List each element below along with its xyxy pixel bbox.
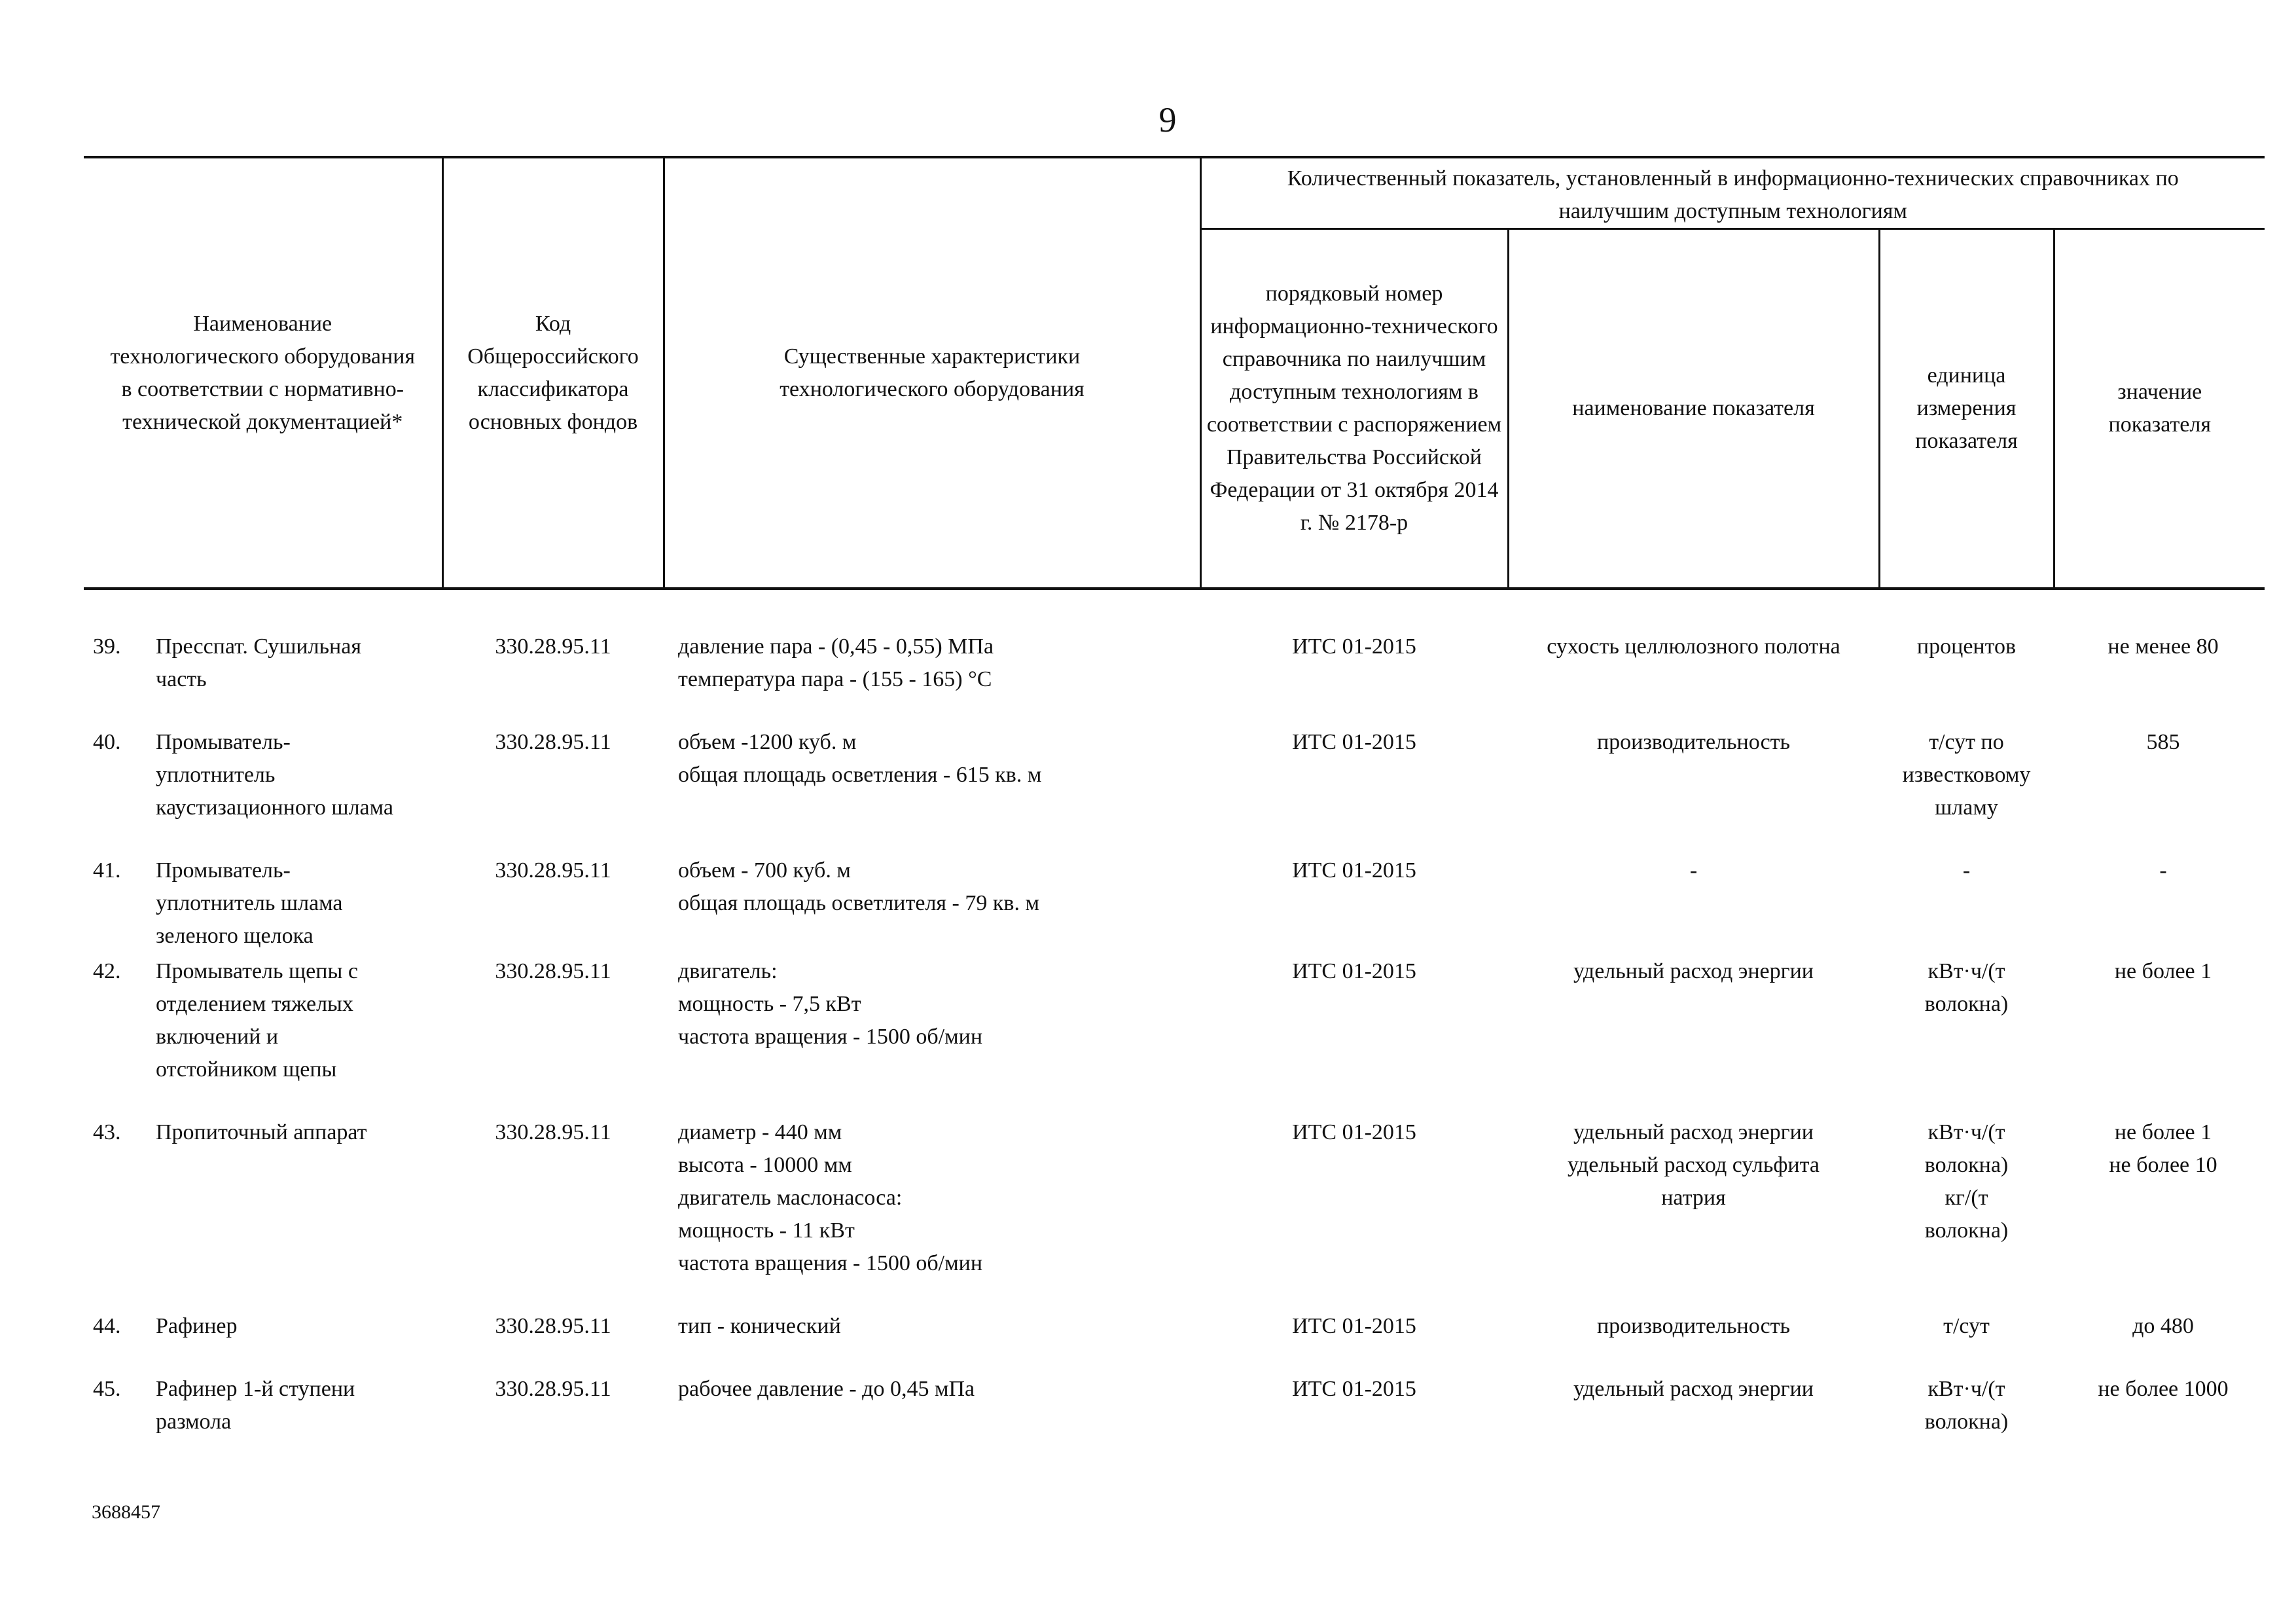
indicator-unit-line: - xyxy=(1962,858,1971,883)
equipment-name xyxy=(156,1116,367,1149)
equipment-name xyxy=(156,1373,355,1438)
indicator-unit-line: кВт·ч/(т xyxy=(1928,1120,2005,1144)
indicator-name-line: производительность xyxy=(1596,730,1791,754)
row-number: 39. xyxy=(93,634,121,659)
its-number: ИТС 01-2015 xyxy=(1292,1377,1416,1401)
indicator-unit-line: волокна) xyxy=(1924,1410,2009,1434)
equipment-name xyxy=(156,1310,238,1343)
indicator-unit xyxy=(1879,726,2054,824)
indicator-unit xyxy=(1879,1373,2054,1438)
header-value: значение показателя xyxy=(2054,229,2265,589)
characteristics-line: диаметр - 440 мм xyxy=(678,1120,842,1144)
equipment-name-line: Промыватель щепы с xyxy=(156,959,358,983)
equipment-name-line: каустизационного шлама xyxy=(156,795,394,820)
indicator-name xyxy=(1508,955,1879,1086)
characteristics xyxy=(664,955,1200,1086)
equipment-name-line: размола xyxy=(156,1410,232,1434)
equipment-name-line: Промыватель- xyxy=(156,730,291,754)
row-number: 40. xyxy=(93,730,121,754)
equipment-name xyxy=(156,955,358,1086)
equipment-name-line: Пропиточный аппарат xyxy=(156,1120,367,1144)
header-unit: единица измерения показателя xyxy=(1879,229,2054,589)
its-number: ИТС 01-2015 xyxy=(1292,1314,1416,1338)
indicator-value xyxy=(2054,1373,2265,1438)
indicator-value xyxy=(2054,1116,2265,1280)
header-quantitative-indicator: Количественный показатель, установленный в информационно-технических справочниках по наилучшим доступным технологиям xyxy=(1200,157,2265,229)
table-row xyxy=(84,1310,2265,1343)
indicator-value xyxy=(2054,955,2265,1086)
indicator-name-line: сухость целлюлозного полотна xyxy=(1547,634,1840,659)
characteristics-line: высота - 10000 мм xyxy=(678,1153,852,1177)
row-number: 42. xyxy=(93,959,121,983)
row-number: 43. xyxy=(93,1120,121,1144)
equipment-table xyxy=(84,156,2265,1438)
page-number: 9 xyxy=(1158,100,1177,139)
header-indicator-name: наименование показателя xyxy=(1508,229,1879,589)
its-number: ИТС 01-2015 xyxy=(1292,1120,1416,1144)
indicator-value xyxy=(2054,854,2265,953)
okof-code: 330.28.95.11 xyxy=(495,1120,611,1144)
indicator-value xyxy=(2054,1310,2265,1343)
equipment-name-line: Пресспат. Сушильная xyxy=(156,634,361,659)
equipment-cell xyxy=(84,955,442,1086)
header-characteristics: Существенные характеристики технологического оборудования xyxy=(664,157,1200,589)
indicator-name xyxy=(1508,1373,1879,1438)
row-number: 45. xyxy=(93,1377,121,1401)
indicator-unit-line: кг/(т xyxy=(1945,1186,1988,1210)
equipment-cell xyxy=(84,1116,442,1280)
okof-code: 330.28.95.11 xyxy=(495,1314,611,1338)
characteristics-line: общая площадь осветления - 615 кв. м xyxy=(678,763,1042,787)
document-id: 3688457 xyxy=(92,1501,160,1523)
characteristics-line: объем -1200 куб. м xyxy=(678,730,857,754)
indicator-name-line: натрия xyxy=(1661,1186,1726,1210)
header-okof-code: Код Общероссийского классификатора основных фондов xyxy=(442,157,664,589)
equipment-name-line: уплотнитель шлама xyxy=(156,891,343,915)
characteristics xyxy=(664,1310,1200,1343)
indicator-unit-line: известковому xyxy=(1902,763,2031,787)
characteristics-line: двигатель маслонасоса: xyxy=(678,1186,903,1210)
characteristics xyxy=(664,630,1200,696)
equipment-name-line: Рафинер 1-й ступени xyxy=(156,1377,355,1401)
indicator-value-line: не более 10 xyxy=(2109,1153,2217,1177)
equipment-name xyxy=(156,854,343,953)
indicator-unit-line: волокна) xyxy=(1924,992,2009,1016)
equipment-cell xyxy=(84,1373,442,1438)
indicator-value-line: 585 xyxy=(2146,730,2180,754)
characteristics-line: рабочее давление - до 0,45 мПа xyxy=(678,1377,975,1401)
characteristics-line: температура пара - (155 - 165) °С xyxy=(678,667,992,691)
indicator-unit xyxy=(1879,1310,2054,1343)
equipment-cell xyxy=(84,854,442,953)
characteristics-line: общая площадь осветлителя - 79 кв. м xyxy=(678,891,1039,915)
okof-code: 330.28.95.11 xyxy=(495,634,611,659)
characteristics-line: тип - конический xyxy=(678,1314,841,1338)
table-row xyxy=(84,955,2265,1086)
okof-code: 330.28.95.11 xyxy=(495,730,611,754)
table-header xyxy=(84,157,2265,589)
characteristics xyxy=(664,854,1200,953)
indicator-value xyxy=(2054,630,2265,696)
okof-code: 330.28.95.11 xyxy=(495,1377,611,1401)
indicator-value-line: не более 1 xyxy=(2114,959,2212,983)
indicator-unit-line: волокна) xyxy=(1924,1153,2009,1177)
indicator-value xyxy=(2054,726,2265,824)
indicator-unit-line: кВт·ч/(т xyxy=(1928,959,2005,983)
equipment-name-line: отделением тяжелых xyxy=(156,992,353,1016)
indicator-unit xyxy=(1879,955,2054,1086)
table-body xyxy=(84,589,2265,1438)
its-number: ИТС 01-2015 xyxy=(1292,730,1416,754)
equipment-cell xyxy=(84,726,442,824)
equipment-name-line: Рафинер xyxy=(156,1314,238,1338)
equipment-name-line: часть xyxy=(156,667,207,691)
table-row xyxy=(84,630,2265,696)
indicator-value-line: не более 1000 xyxy=(2098,1377,2229,1401)
equipment-name-line: уплотнитель xyxy=(156,763,276,787)
indicator-unit-line: процентов xyxy=(1916,634,2017,659)
indicator-name xyxy=(1508,630,1879,696)
indicator-unit xyxy=(1879,1116,2054,1280)
equipment-name-line: зеленого щелока xyxy=(156,924,314,948)
row-number: 44. xyxy=(93,1314,121,1338)
indicator-unit-line: шламу xyxy=(1935,795,1998,820)
indicator-unit-line: волокна) xyxy=(1924,1218,2009,1243)
characteristics xyxy=(664,1373,1200,1438)
header-its-number: порядковый номер информационно-технического справочника по наилучшим доступным технологиям в соответствии с распоряжением Правительства Российской Федерации от 31 октября 2014 г. № 2178-р xyxy=(1200,229,1508,589)
header-equipment-name: Наименование технологического оборудования в соответствии с нормативно-технической документацией* xyxy=(84,157,442,589)
equipment-name xyxy=(156,726,393,824)
indicator-name-line: удельный расход энергии xyxy=(1573,959,1814,983)
indicator-name xyxy=(1508,1310,1879,1343)
its-number: ИТС 01-2015 xyxy=(1292,959,1416,983)
equipment-name-line: Промыватель- xyxy=(156,858,291,883)
equipment-name xyxy=(156,630,361,696)
indicator-name xyxy=(1508,1116,1879,1280)
characteristics-line: объем - 700 куб. м xyxy=(678,858,851,883)
characteristics-line: частота вращения - 1500 об/мин xyxy=(678,1251,983,1275)
table-row xyxy=(84,726,2265,824)
okof-code: 330.28.95.11 xyxy=(495,858,611,883)
indicator-name-line: удельный расход сульфита xyxy=(1568,1153,1820,1177)
characteristics xyxy=(664,1116,1200,1280)
indicator-name-line: удельный расход энергии xyxy=(1573,1120,1814,1144)
indicator-value-line: до 480 xyxy=(2132,1314,2194,1338)
characteristics-line: мощность - 11 кВт xyxy=(678,1218,855,1243)
table-row xyxy=(84,1373,2265,1438)
indicator-unit xyxy=(1879,854,2054,953)
indicator-value-line: не более 1 xyxy=(2114,1120,2212,1144)
indicator-name xyxy=(1508,726,1879,824)
characteristics-line: давление пара - (0,45 - 0,55) МПа xyxy=(678,634,994,659)
indicator-name xyxy=(1508,854,1879,953)
indicator-unit-line: т/сут по xyxy=(1929,730,2004,754)
indicator-unit xyxy=(1879,630,2054,696)
okof-code: 330.28.95.11 xyxy=(495,959,611,983)
equipment-cell xyxy=(84,1310,442,1343)
equipment-name-line: отстойником щепы xyxy=(156,1057,337,1082)
indicator-name-line: - xyxy=(1689,858,1698,883)
indicator-unit-line: т/сут xyxy=(1943,1314,1990,1338)
characteristics xyxy=(664,726,1200,824)
indicator-name-line: производительность xyxy=(1596,1314,1791,1338)
table-row xyxy=(84,854,2265,953)
indicator-unit-line: кВт·ч/(т xyxy=(1928,1377,2005,1401)
its-number: ИТС 01-2015 xyxy=(1292,858,1416,883)
characteristics-line: двигатель: xyxy=(678,959,778,983)
characteristics-line: мощность - 7,5 кВт xyxy=(678,992,861,1016)
its-number: ИТС 01-2015 xyxy=(1292,634,1416,659)
table-row xyxy=(84,1116,2265,1280)
equipment-name-line: включений и xyxy=(156,1025,279,1049)
equipment-cell xyxy=(84,630,442,696)
characteristics-line: частота вращения - 1500 об/мин xyxy=(678,1025,983,1049)
row-number: 41. xyxy=(93,858,121,883)
indicator-name-line: удельный расход энергии xyxy=(1573,1377,1814,1401)
indicator-value-line: не менее 80 xyxy=(2108,634,2219,659)
indicator-value-line: - xyxy=(2159,858,2167,883)
